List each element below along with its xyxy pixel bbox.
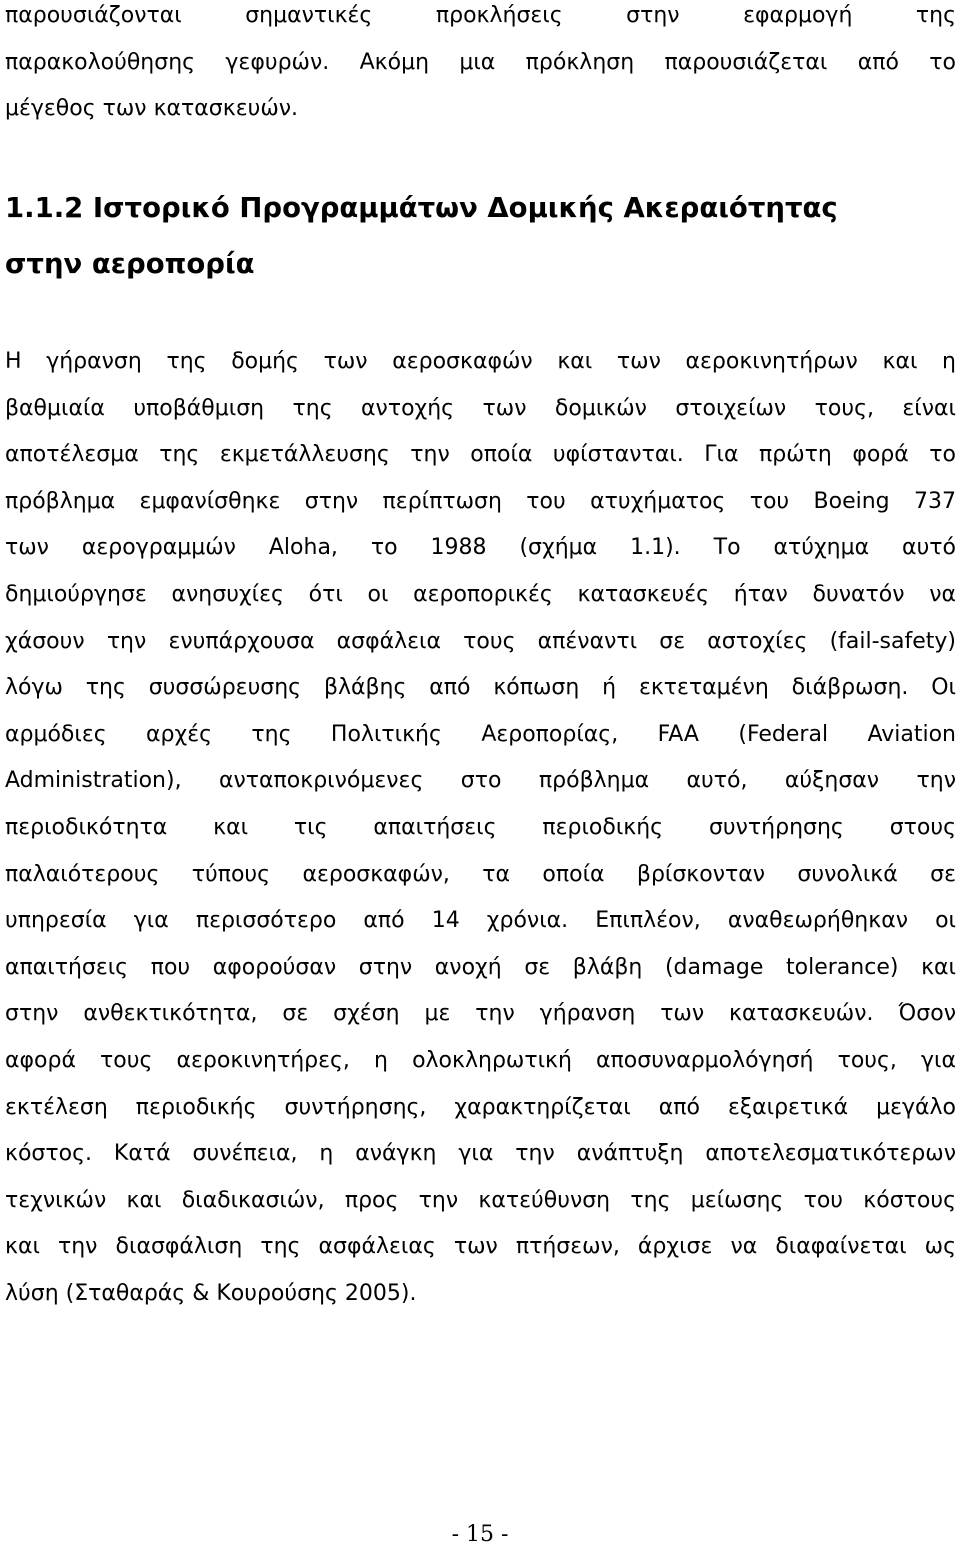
body-line: κόστος. Κατά συνέπεια, η ανάγκη για την ανάπτυξη αποτελεσματικότερων xyxy=(5,1141,956,1167)
body-line: εκτέλεση περιοδικής συντήρησης, χαρακτηρίζεται από εξαιρετικά μεγάλο xyxy=(5,1094,956,1120)
section-heading xyxy=(5,180,838,292)
body-line: περιοδικότητα και τις απαιτήσεις περιοδικής συντήρησης στους xyxy=(5,814,956,840)
body-line: αφορά τους αεροκινητήρες, η ολοκληρωτική αποσυναρμολόγησή τους, για xyxy=(5,1047,956,1073)
body-line: λύση (Σταθαράς & Κουρούσης 2005). xyxy=(5,1280,417,1306)
intro-line: παρουσιάζονται σημαντικές προκλήσεις στην εφαρμογή της xyxy=(5,3,956,28)
intro-line: μέγεθος των κατασκευών. xyxy=(5,96,299,122)
body-line: λόγω της συσσώρευσης βλάβης από κόπωση ή εκτεταμένη διάβρωση. Οι xyxy=(5,675,956,701)
body-line: παλαιότερους τύπους αεροσκαφών, τα οποία βρίσκονταν συνολικά σε xyxy=(5,861,956,887)
body-line: στην ανθεκτικότητα, σε σχέση με την γήρανση των κατασκευών. Όσον xyxy=(5,1001,956,1027)
body-line: βαθμιαία υποβάθμιση της αντοχής των δομικών στοιχείων τους, είναι xyxy=(5,395,956,421)
body-line: Administration), ανταποκρινόμενες στο πρόβλημα αυτό, αύξησαν την xyxy=(5,768,956,794)
section-heading-line: 1.1.2 Ιστορικό Προγραμμάτων Δομικής Ακεραιότητας xyxy=(5,192,838,224)
body-line: χάσουν την ενυπάρχουσα ασφάλεια τους απέναντι σε αστοχίες (fail-safety) xyxy=(5,628,956,654)
body-line: δημιούργησε ανησυχίες ότι οι αεροπορικές κατασκευές ήταν δυνατόν να xyxy=(5,581,956,607)
page-number: - 15 - xyxy=(451,1522,509,1547)
body-line: Η γήρανση της δομής των αεροσκαφών και των αεροκινητήρων και η xyxy=(5,349,956,374)
body-line: των αερογραμμών Aloha, το 1988 (σχήμα 1.1). Το ατύχημα αυτό xyxy=(5,535,956,561)
body-line: και την διασφάλιση της ασφάλειας των πτήσεων, άρχισε να διαφαίνεται ως xyxy=(5,1234,956,1260)
body-line: υπηρεσία για περισσότερο από 14 χρόνια. Επιπλέον, αναθεωρήθηκαν οι xyxy=(5,908,956,934)
body-paragraph xyxy=(5,339,956,1317)
section-heading-line: στην αεροπορία xyxy=(5,248,255,280)
body-line: απαιτήσεις που αφορούσαν στην ανοχή σε βλάβη (damage tolerance) και xyxy=(5,954,956,980)
intro-line: παρακολούθησης γεφυρών. Ακόμη μια πρόκληση παρουσιάζεται από το xyxy=(5,49,956,75)
body-line: αρμόδιες αρχές της Πολιτικής Αεροπορίας, FAA (Federal Aviation xyxy=(5,721,956,747)
intro-paragraph xyxy=(5,0,956,133)
body-line: τεχνικών και διαδικασιών, προς την κατεύθυνση της μείωσης του κόστους xyxy=(5,1187,956,1213)
body-line: αποτέλεσμα της εκμετάλλευσης την οποία υφίστανται. Για πρώτη φορά το xyxy=(5,442,956,468)
body-line: πρόβλημα εμφανίσθηκε στην περίπτωση του ατυχήματος του Boeing 737 xyxy=(5,488,956,514)
